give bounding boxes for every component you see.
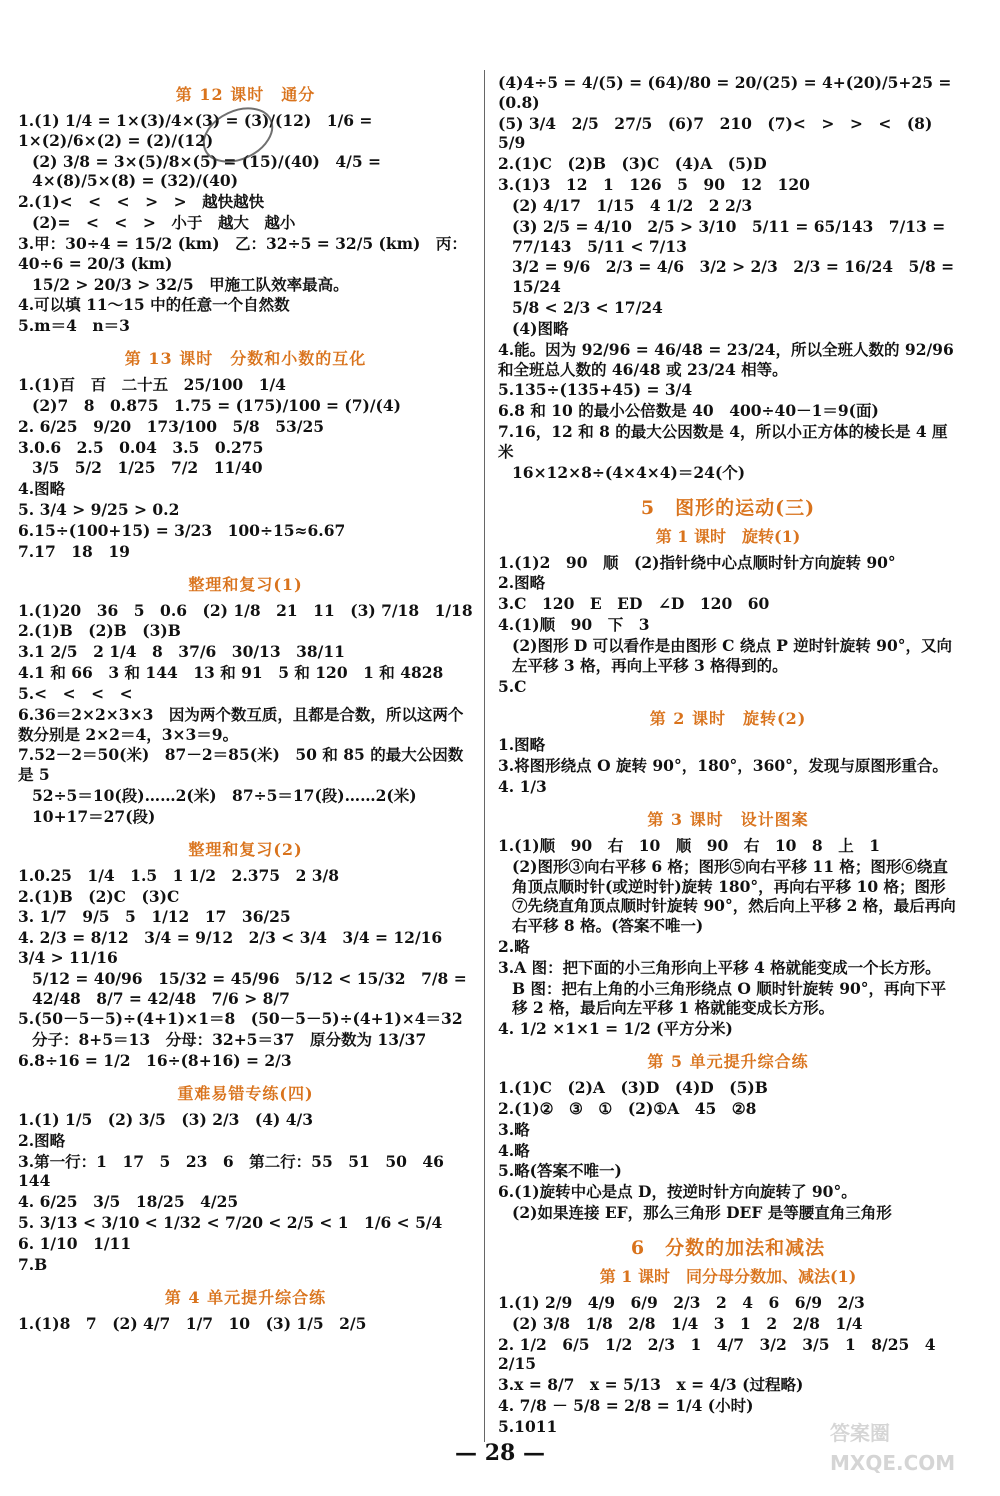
answer-line: 5.略(答案不唯一) — [498, 1161, 622, 1181]
answer-line: 3.将图形绕点 O 旋转 90°，180°，360°，发现与原图形重合。 — [498, 756, 948, 776]
answer-line: 2.(1)② ③ ① (2)①A 45 ②8 — [498, 1098, 757, 1118]
answer-line: 2.(1)B (2)B (3)B — [18, 621, 181, 641]
answer-line: 3.(1)3 12 1 126 5 90 12 120 — [498, 175, 810, 195]
section-heading: 第 2 课时 旋转(2) — [649, 709, 807, 729]
answer-line: 4. 7/8 － 5/8 = 2/8 = 1/4 (小时) — [498, 1396, 754, 1416]
answer-line: (2)图形③向右平移 6 格；图形⑤向右平移 11 格；图形⑥绕直角顶点顺时针(或逆时针)旋转 180°，再向右平移 10 格；图形⑦先绕直角顶点顺时针旋转 90°，然后向上平移 2 格，最后再向右平移 8 格。(答案不唯一) — [512, 856, 956, 936]
answer-line: 1.(1) 1/5 (2) 3/5 (3) 2/3 (4) 4/3 — [18, 1109, 313, 1129]
unit-title: 5 图形的运动(三) — [640, 496, 816, 519]
answer-line: 6.36＝2×2×3×3 因为两个数互质，且都是合数，所以这两个数分别是 2×2＝4，3×3＝9。 — [18, 704, 464, 744]
answer-line: 15/2 > 20/3 > 32/5 甲施工队效率最高。 — [32, 274, 349, 294]
watermark-logo — [820, 1406, 980, 1486]
unit-title: 6 分数的加法和减法 — [630, 1236, 826, 1259]
section-heading: 第 12 课时 通分 — [175, 85, 316, 104]
page-number: — 28 — — [455, 1440, 545, 1466]
answer-line: 5/8 < 2/3 < 17/24 — [512, 298, 663, 318]
section-heading: 第 5 单元提升综合练 — [647, 1052, 809, 1072]
answer-line: 1.(1)C (2)A (3)D (4)D (5)B — [498, 1078, 768, 1098]
right-column — [498, 72, 958, 1438]
section-heading: 重难易错专练(四) — [177, 1083, 314, 1103]
section-heading: 第 3 课时 设计图案 — [647, 809, 809, 829]
answer-line: 1.(1) 1/4 = 1×(3)/4×(3) = (3)/(12) 1/6 = 1×(2)/6×(2) = (2)/(12) — [18, 111, 378, 150]
lesson-title: 第 1 课时 旋转(1) — [655, 526, 801, 546]
answer-line: 7.16，12 和 8 的最大公因数是 4，所以小正方体的棱长是 4 厘米 — [498, 422, 948, 461]
circled-annotation — [198, 100, 278, 170]
answer-line: 3.第一行：1 17 5 23 6 第二行：55 51 50 46 144 — [18, 1151, 460, 1191]
answer-line: 5.m＝4 n＝3 — [18, 316, 130, 336]
answer-line: (5) 3/4 2/5 27/5 (6)7 210 (7)< > > < (8) 5/9 — [498, 113, 938, 153]
answer-line: 3. 1/7 9/5 5 1/12 17 36/25 — [18, 907, 291, 927]
answer-line: 7.17 18 19 — [18, 541, 130, 561]
answer-line: 3.0.6 2.5 0.04 3.5 0.275 — [18, 437, 264, 457]
answer-line: 1.(1)2 90 顺 (2)指针绕中心点顺时针方向旋转 90° — [498, 552, 896, 572]
answer-line: 2. 1/2 6/5 1/2 2/3 1 4/7 3/2 3/5 1 8/25 4 2/15 — [498, 1334, 952, 1374]
left-column — [18, 72, 473, 1334]
answer-line: 2.(1)B (2)C (3)C — [18, 886, 180, 906]
answer-line: 52÷5＝10(段)……2(米) 87÷5＝17(段)……2(米) — [32, 786, 417, 806]
answer-line: 1.图略 — [498, 735, 546, 755]
answer-line: 2.(1)C (2)B (3)C (4)A (5)D — [498, 154, 767, 174]
answer-line: 1.(1) 2/9 4/9 6/9 2/3 2 4 6 6/9 2/3 — [498, 1292, 865, 1312]
lesson-title: 第 1 课时 同分母分数加、减法(1) — [599, 1266, 857, 1286]
section-heading: 整理和复习(1) — [188, 574, 303, 594]
column-divider — [484, 70, 485, 1442]
answer-line: 6. 1/10 1/11 — [18, 1233, 132, 1253]
answer-line: 3/5 5/2 1/25 7/2 11/40 — [32, 458, 263, 478]
answer-line: 4.(1)顺 90 下 3 — [498, 615, 650, 635]
answer-line: 7.B — [18, 1254, 48, 1274]
answer-line: (3) 2/5 = 4/10 2/5 > 3/10 5/11 = 65/143 7/13 = 77/143 5/11 < 7/13 — [512, 216, 951, 256]
answer-line: 3.C 120 E ED ∠D 120 60 — [498, 594, 770, 614]
answer-line: 1.(1)顺 90 右 10 顺 90 右 10 8 上 1 — [498, 835, 880, 855]
answer-line: 2. 6/25 9/20 173/100 5/8 53/25 — [18, 416, 325, 436]
answer-line: (2) 4/17 1/15 4 1/2 2 2/3 — [512, 195, 753, 215]
answer-line: 3.A 图：把下面的小三角形向上平移 4 格就能变成一个长方形。 — [498, 957, 941, 977]
answer-line: 6.8 和 10 的最小公倍数是 40 400÷40－1＝9(面) — [498, 401, 879, 421]
answer-line: 4. 1/2 ×1×1 = 1/2 (平方分米) — [498, 1019, 733, 1039]
answer-line: 4.可以填 11～15 中的任意一个自然数 — [18, 295, 290, 315]
answer-line: (2) 3/8 1/8 2/8 1/4 3 1 2 2/8 1/4 — [512, 1313, 863, 1333]
answer-line: B 图：把右上角的小三角形绕点 O 顺时针旋转 90°，再向下平移 2 格，最后向左平移 1 格就能变成长方形。 — [512, 978, 947, 1018]
answer-line: 2.(1)< < < > > 越快越快 — [18, 192, 265, 212]
answer-line: 3.略 — [498, 1119, 530, 1139]
answer-line: 5.C — [498, 676, 527, 696]
answer-line: (4)图略 — [512, 318, 569, 338]
section-heading: 第 4 单元提升综合练 — [164, 1287, 327, 1307]
answer-line: (2) 3/8 = 3×(5)/8×(5) = (15)/(40) 4/5 = 4×(8)/5×(8) = (32)/(40) — [32, 151, 387, 191]
answer-line: 1.(1)20 36 5 0.6 (2) 1/8 21 11 (3) 7/18 1/18 — [18, 600, 473, 620]
answer-line: 5.< < < < — [18, 683, 133, 703]
answer-line: 5. 3/13 < 3/10 < 1/32 < 7/20 < 2/5 < 1 1/6 < 5/4 — [18, 1213, 443, 1233]
answer-line: 4. 2/3 = 8/12 3/4 = 9/12 2/3 < 3/4 3/4 = 12/16 3/4 > 11/16 — [18, 928, 458, 967]
watermark-line1: 答案圈 — [830, 1421, 890, 1445]
answer-line: 4.图略 — [18, 479, 66, 499]
answer-line: 6.15÷(100+15) = 3/23 100÷15≈6.67 — [18, 520, 346, 540]
answer-line: 分子：8+5＝13 分母：32+5＝37 原分数为 13/37 — [32, 1030, 427, 1050]
watermark-line2: MXQE.COM — [830, 1451, 956, 1475]
answer-line: (4)4÷5 = 4/(5) = (64)/80 = 20/(25) = 4+(20)/5+25 = (0.8) — [498, 73, 957, 112]
answer-line: (2)如果连接 EF，那么三角形 DEF 是等腰直角三角形 — [512, 1203, 892, 1223]
answer-line: 1.(1)8 7 (2) 4/7 1/7 10 (3) 1/5 2/5 — [18, 1313, 367, 1333]
answer-line: 3.甲：30÷4 = 15/2 (km) 乙：32÷5 = 32/5 (km) 丙：40÷6 = 20/3 (km) — [18, 233, 467, 273]
answer-line: 5.1011 — [498, 1416, 558, 1436]
answer-line: 4. 1/3 — [498, 777, 547, 797]
answer-line: 2.图略 — [18, 1130, 66, 1150]
answer-line: 6.8÷16 = 1/2 16÷(8+16) = 2/3 — [18, 1051, 292, 1071]
answer-line: 4.能。因为 92/96 = 46/48 = 23/24，所以全班人数的 92/96 和全班总人数的 46/48 或 23/24 相等。 — [498, 339, 960, 379]
answer-line: 5.135÷(135+45) = 3/4 — [498, 380, 693, 400]
answer-line: 1.(1)百 百 二十五 25/100 1/4 — [18, 375, 286, 395]
answer-line: 4.1 和 66 3 和 144 13 和 91 5 和 120 1 和 4828 — [18, 663, 444, 683]
answer-line: 5.(50－5－5)÷(4+1)×1＝8 (50－5－5)÷(4+1)×4＝32 — [18, 1009, 463, 1029]
answer-line: 10+17＝27(段) — [32, 806, 156, 826]
section-heading: 第 13 课时 分数和小数的互化 — [124, 349, 367, 369]
answer-line: 3/2 = 9/6 2/3 = 4/6 3/2 > 2/3 2/3 = 16/24 5/8 = 15/24 — [512, 257, 960, 297]
answer-line: 5. 3/4 > 9/25 > 0.2 — [18, 500, 180, 520]
section-heading: 整理和复习(2) — [188, 839, 303, 859]
answer-line: 4. 6/25 3/5 18/25 4/25 — [18, 1192, 239, 1212]
answer-line: (2)7 8 0.875 1.75 = (175)/100 = (7)/(4) — [32, 395, 401, 415]
answer-line: 3.1 2/5 2 1/4 8 37/6 30/13 38/11 — [18, 642, 345, 662]
answer-line: 4.略 — [498, 1140, 530, 1160]
answer-line: 7.52－2＝50(米) 87－2＝85(米) 50 和 85 的最大公因数是 5 — [18, 745, 464, 785]
answer-line: (2)= < < > 小于 越大 越小 — [32, 213, 296, 233]
answer-line: 3.x = 8/7 x = 5/13 x = 4/3 (过程略) — [498, 1375, 804, 1395]
answer-line: 16×12×8÷(4×4×4)＝24(个) — [512, 462, 746, 482]
answer-line: 5/12 = 40/96 15/32 = 45/96 5/12 < 15/32 7/8 = 42/48 8/7 = 42/48 7/6 > 8/7 — [32, 968, 473, 1008]
answer-line: 2.略 — [498, 936, 530, 956]
answer-line: (2)图形 D 可以看作是由图形 C 绕点 P 逆时针旋转 90°，又向左平移 3 格，再向上平移 3 格得到的。 — [512, 635, 952, 675]
answer-line: 2.图略 — [498, 573, 546, 593]
answer-line: 1.0.25 1/4 1.5 1 1/2 2.375 2 3/8 — [18, 865, 339, 885]
answer-line: 6.(1)旋转中心是点 D，按逆时针方向旋转了 90°。 — [498, 1182, 857, 1202]
